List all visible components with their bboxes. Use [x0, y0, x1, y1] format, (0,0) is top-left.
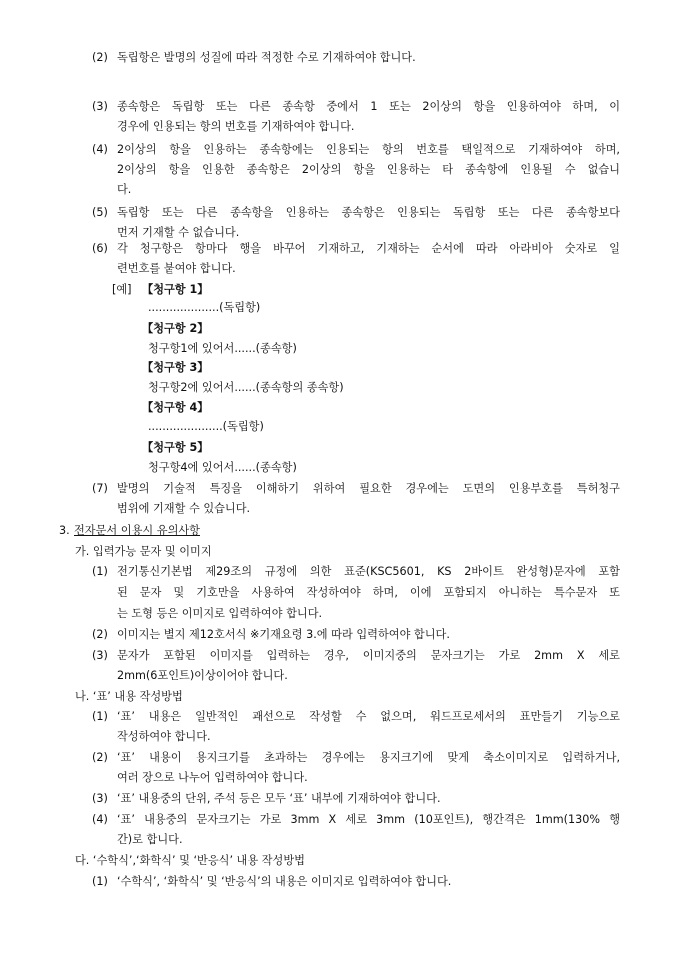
item-number: (3): [92, 649, 108, 662]
item-text: 작성하여야 합니다.: [117, 730, 211, 743]
item-text: 간)로 합니다.: [117, 833, 183, 846]
item-number: (2): [92, 751, 108, 764]
claim-title: 【청구항 3】: [142, 361, 209, 374]
item-text: 다.: [117, 183, 132, 196]
item-number: (5): [92, 206, 108, 219]
claim-body: 청구항1에 있어서......(종속항): [148, 342, 297, 355]
item-number: (7): [92, 482, 108, 495]
item-text: 2mm(6포인트)이상이어야 합니다.: [117, 669, 288, 682]
item-number: (1): [92, 875, 108, 888]
item-text: 범위에 기재할 수 있습니다.: [117, 502, 251, 515]
item-text: 발명의 기술적 특징을 이해하기 위하여 필요한 경우에는 도면의 인용부호를 특허청구: [117, 482, 620, 495]
subsection-heading: 나. ‘표’ 내용 작성방법: [75, 690, 183, 703]
item-number: (6): [92, 242, 108, 255]
claim-title: 【청구항 2】: [142, 322, 209, 335]
section-title: 전자문서 이용시 유의사항: [74, 524, 200, 537]
item-text: 된 문자 및 기호만을 사용하여 작성하여야 하며, 이에 포함되지 아니하는 특수문자 또: [117, 586, 620, 599]
claim-body: ....................(독립항): [148, 301, 261, 314]
example-label: [예]: [112, 283, 132, 296]
item-text: 는 도형 등은 이미지로 입력하여야 합니다.: [117, 607, 323, 620]
item-text: ‘표’ 내용이 용지크기를 초과하는 경우에는 용지크기에 맞게 축소이미지로 입력하거나,: [117, 751, 620, 764]
item-number: (1): [92, 710, 108, 723]
item-number: (2): [92, 51, 108, 64]
item-number: (4): [92, 813, 108, 826]
item-text: 2이상의 항을 인용한 종속항은 2이상의 항을 인용하는 타 종속항에 인용될 수 없습니: [117, 163, 620, 176]
item-text: 문자가 포함된 이미지를 입력하는 경우, 이미지중의 문자크기는 가로 2mm X 세로: [117, 649, 620, 662]
item-text: 여러 장으로 나누어 입력하여야 합니다.: [117, 771, 308, 784]
item-text: 먼저 기재할 수 없습니다.: [117, 226, 240, 239]
item-text: 경우에 인용되는 항의 번호를 기재하여야 합니다.: [117, 120, 355, 133]
claim-body: .....................(독립항): [148, 420, 264, 433]
claim-title: 【청구항 4】: [142, 401, 209, 414]
item-text: 독립항은 발명의 성질에 따라 적정한 수로 기재하여야 합니다.: [117, 51, 416, 64]
item-text: ‘표’ 내용중의 문자크기는 가로 3mm X 세로 3mm (10포인트), 행간격은 1mm(130% 행: [117, 813, 620, 826]
section-number: 3.: [59, 524, 70, 537]
claim-body: 청구항2에 있어서......(종속항의 종속항): [148, 381, 344, 394]
item-text: ‘표’ 내용은 일반적인 괘선으로 작성할 수 없으며, 워드프로세서의 표만들기 기능으로: [117, 710, 620, 723]
item-number: (3): [92, 100, 108, 113]
item-text: 이미지는 별지 제12호서식 ※기재요령 3.에 따라 입력하여야 합니다.: [117, 628, 450, 641]
item-number: (4): [92, 143, 108, 156]
item-number: (3): [92, 792, 108, 805]
item-number: (1): [92, 565, 108, 578]
item-number: (2): [92, 628, 108, 641]
item-text: 각 청구항은 항마다 행을 바꾸어 기재하고, 기재하는 순서에 따라 아라비아 숫자로 일: [117, 242, 620, 255]
subsection-heading: 가. 입력가능 문자 및 이미지: [75, 545, 212, 558]
claim-title: 【청구항 5】: [142, 441, 209, 454]
item-text: 전기통신기본법 제29조의 규정에 의한 표준(KSC5601, KS 2바이트 완성형)문자에 포함: [117, 565, 620, 578]
item-text: ‘표’ 내용중의 단위, 주석 등은 모두 ‘표’ 내부에 기재하여야 합니다.: [117, 792, 441, 805]
item-text: ‘수학식’, ‘화학식’ 및 ‘반응식’의 내용은 이미지로 입력하여야 합니다.: [117, 875, 452, 888]
item-text: 종속항은 독립항 또는 다른 종속항 중에서 1 또는 2이상의 항을 인용하여야 하며, 이: [117, 100, 620, 113]
item-text: 독립항 또는 다른 종속항을 인용하는 종속항은 인용되는 독립항 또는 다른 종속항보다: [117, 206, 620, 219]
claim-body: 청구항4에 있어서......(종속항): [148, 461, 297, 474]
subsection-heading: 다. ‘수학식’,‘화학식’ 및 ‘반응식’ 내용 작성방법: [75, 854, 305, 867]
item-text: 련번호를 붙여야 합니다.: [117, 262, 236, 275]
item-text: 2이상의 항을 인용하는 종속항에는 인용되는 항의 번호를 택일적으로 기재하여야 하며,: [117, 143, 620, 156]
claim-title: 【청구항 1】: [142, 283, 209, 296]
